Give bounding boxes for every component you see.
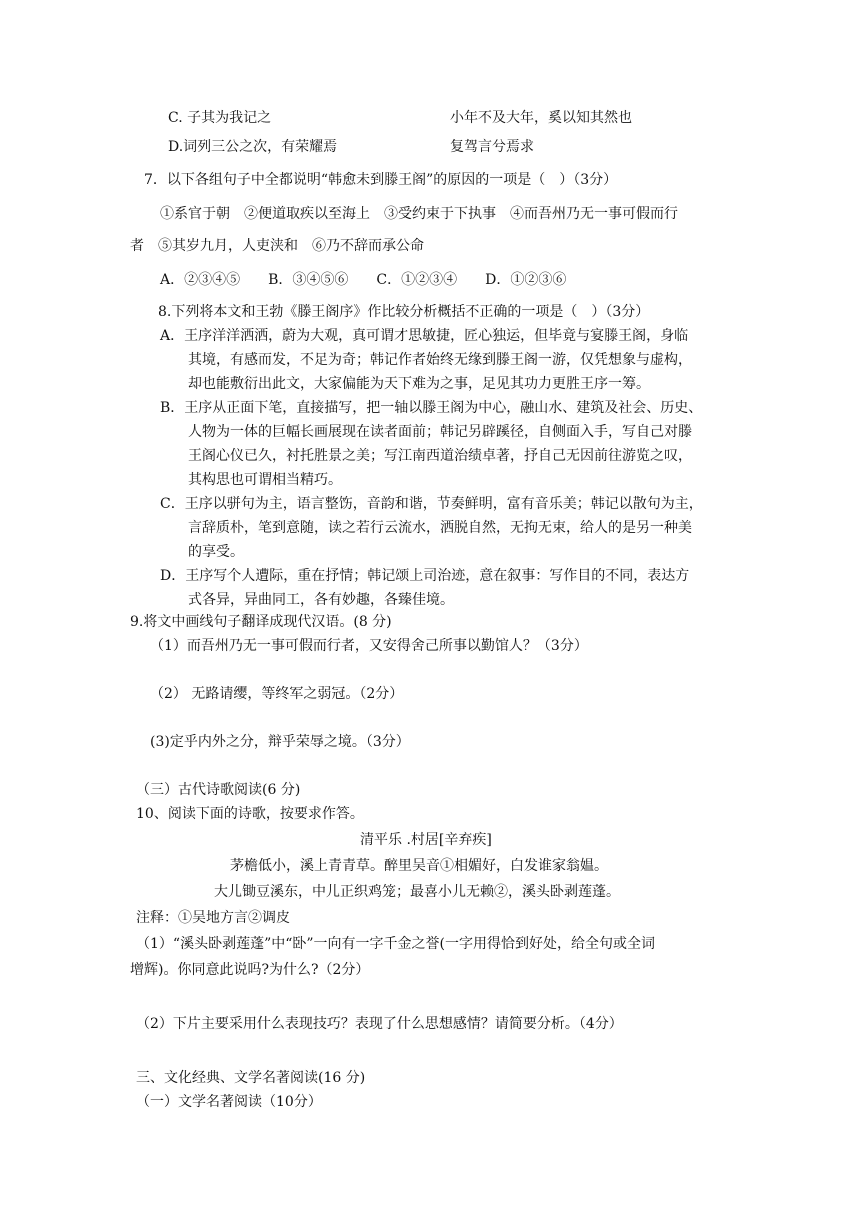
q6-option-d-right: 复驾言兮焉求 [450, 139, 534, 155]
q7-items-line1: ①系官于朝 ②便道取疾以至海上 ③受约束于下执事 ④而吾州乃无一事可假而行 [160, 206, 678, 222]
q8-option-b-line: B．王序从正面下笔，直接描写，把一轴以滕王阁为中心，融山水、建筑及社会、历史、 [160, 400, 703, 416]
q8-option-a-line: 却也能敷衍出此文，大家偏能为天下难为之事，足见其功力更胜王序一筹。 [188, 376, 650, 392]
poem-line-2: 大儿锄豆溪东，中儿正织鸡笼；最喜小儿无赖②，溪头卧剥莲蓬。 [214, 884, 620, 900]
q6-option-d: D.词列三公之次，有荣耀焉 [168, 139, 338, 155]
poem-note: 注释：①吴地方言②调皮 [136, 910, 290, 926]
q8-option-b-line: 王阁心仪已久，衬托胜景之美；写江南西道治绩卓著，抒自己无因前往游览之叹， [188, 448, 692, 464]
q8-option-b-line: 其构思也可谓相当精巧。 [188, 472, 342, 488]
part3-heading: 三、文化经典、文学名著阅读(16 分) [136, 1070, 366, 1086]
section-poetry-heading: （三）古代诗歌阅读(6 分) [136, 782, 301, 798]
q10-stem: 10、阅读下面的诗歌，按要求作答。 [136, 806, 364, 822]
part3-subheading: （一）文学名著阅读（10分） [136, 1094, 322, 1110]
q7-stem: 7．以下各组句子中全都说明“韩愈未到滕王阁”的原因的一项是（ ）（3分） [144, 172, 618, 188]
q8-option-d-line: 式各异，异曲同工，各有妙趣，各臻佳境。 [188, 592, 454, 608]
q6-option-c: C. 子其为我记之 [168, 110, 272, 126]
q8-option-a-line: 其境，有感而发，不足为奇；韩记作者始终无缘到滕王阁一游，仅凭想象与虚构， [188, 352, 692, 368]
q6-option-c-right: 小年不及大年，奚以知其然也 [450, 110, 632, 126]
q9-sentence-2: （2） 无路请缨，等终军之弱冠。（2分） [150, 686, 404, 702]
poem-line-1: 茅檐低小，溪上青青草。醉里吴音①相媚好，白发谁家翁媪。 [230, 858, 608, 874]
q8-option-c-line: C．王序以骈句为主，语言整饬，音韵和谐，节奏鲜明，富有音乐美；韩记以散句为主， [160, 496, 703, 512]
q7-items-line2: 者 ⑤其岁九月，人吏浃和 ⑥乃不辞而承公命 [130, 238, 424, 254]
q9-stem: 9.将文中画线句子翻译成现代汉语。(8 分) [130, 614, 392, 630]
q9-sentence-1: （1）而吾州乃无一事可假而行者，又安得舍己所事以勤馆人？（3分） [150, 638, 588, 654]
q8-option-b-line: 人物为一体的巨幅长画展现在读者面前；韩记另辟蹊径，自侧面入手，写自己对滕 [188, 424, 692, 440]
q10-2: （2）下片主要采用什么表现技巧？表现了什么思想感情？请简要分析。（4分） [136, 1016, 623, 1032]
q10-1-line-1: （1）“溪头卧剥莲蓬”中“卧”一向有一字千金之誉(一字用得恰到好处，给全句或全词 [136, 936, 655, 952]
q8-option-d-line: D．王序写个人遭际，重在抒情；韩记颂上司治迹，意在叙事：写作目的不同，表达方 [160, 568, 690, 584]
q8-option-c-line: 的享受。 [188, 544, 244, 560]
poem-title: 清平乐 .村居[辛弃疾] [360, 832, 492, 848]
q10-1-line-2: 增辉)。你同意此说吗?为什么?（2分） [130, 962, 370, 978]
q7-options: A．②③④⑤ B．③④⑤⑥ C．①②③④ D．①②③⑥ [160, 272, 567, 288]
q8-option-a-line: A．王序洋洋洒洒，蔚为大观，真可谓才思敏捷，匠心独运，但毕竟与宴滕王阁，身临 [160, 328, 689, 344]
q8-option-c-line: 言辞质朴，笔到意随，读之若行云流水，洒脱自然，无拘无束，给人的是另一种美 [188, 520, 692, 536]
q8-stem: 8.下列将本文和王勃《滕王阁序》作比较分析概括不正确的一项是（ ）（3分） [158, 304, 650, 320]
q9-sentence-3: (3)定乎内外之分，辩乎荣辱之境。（3分） [150, 734, 410, 750]
